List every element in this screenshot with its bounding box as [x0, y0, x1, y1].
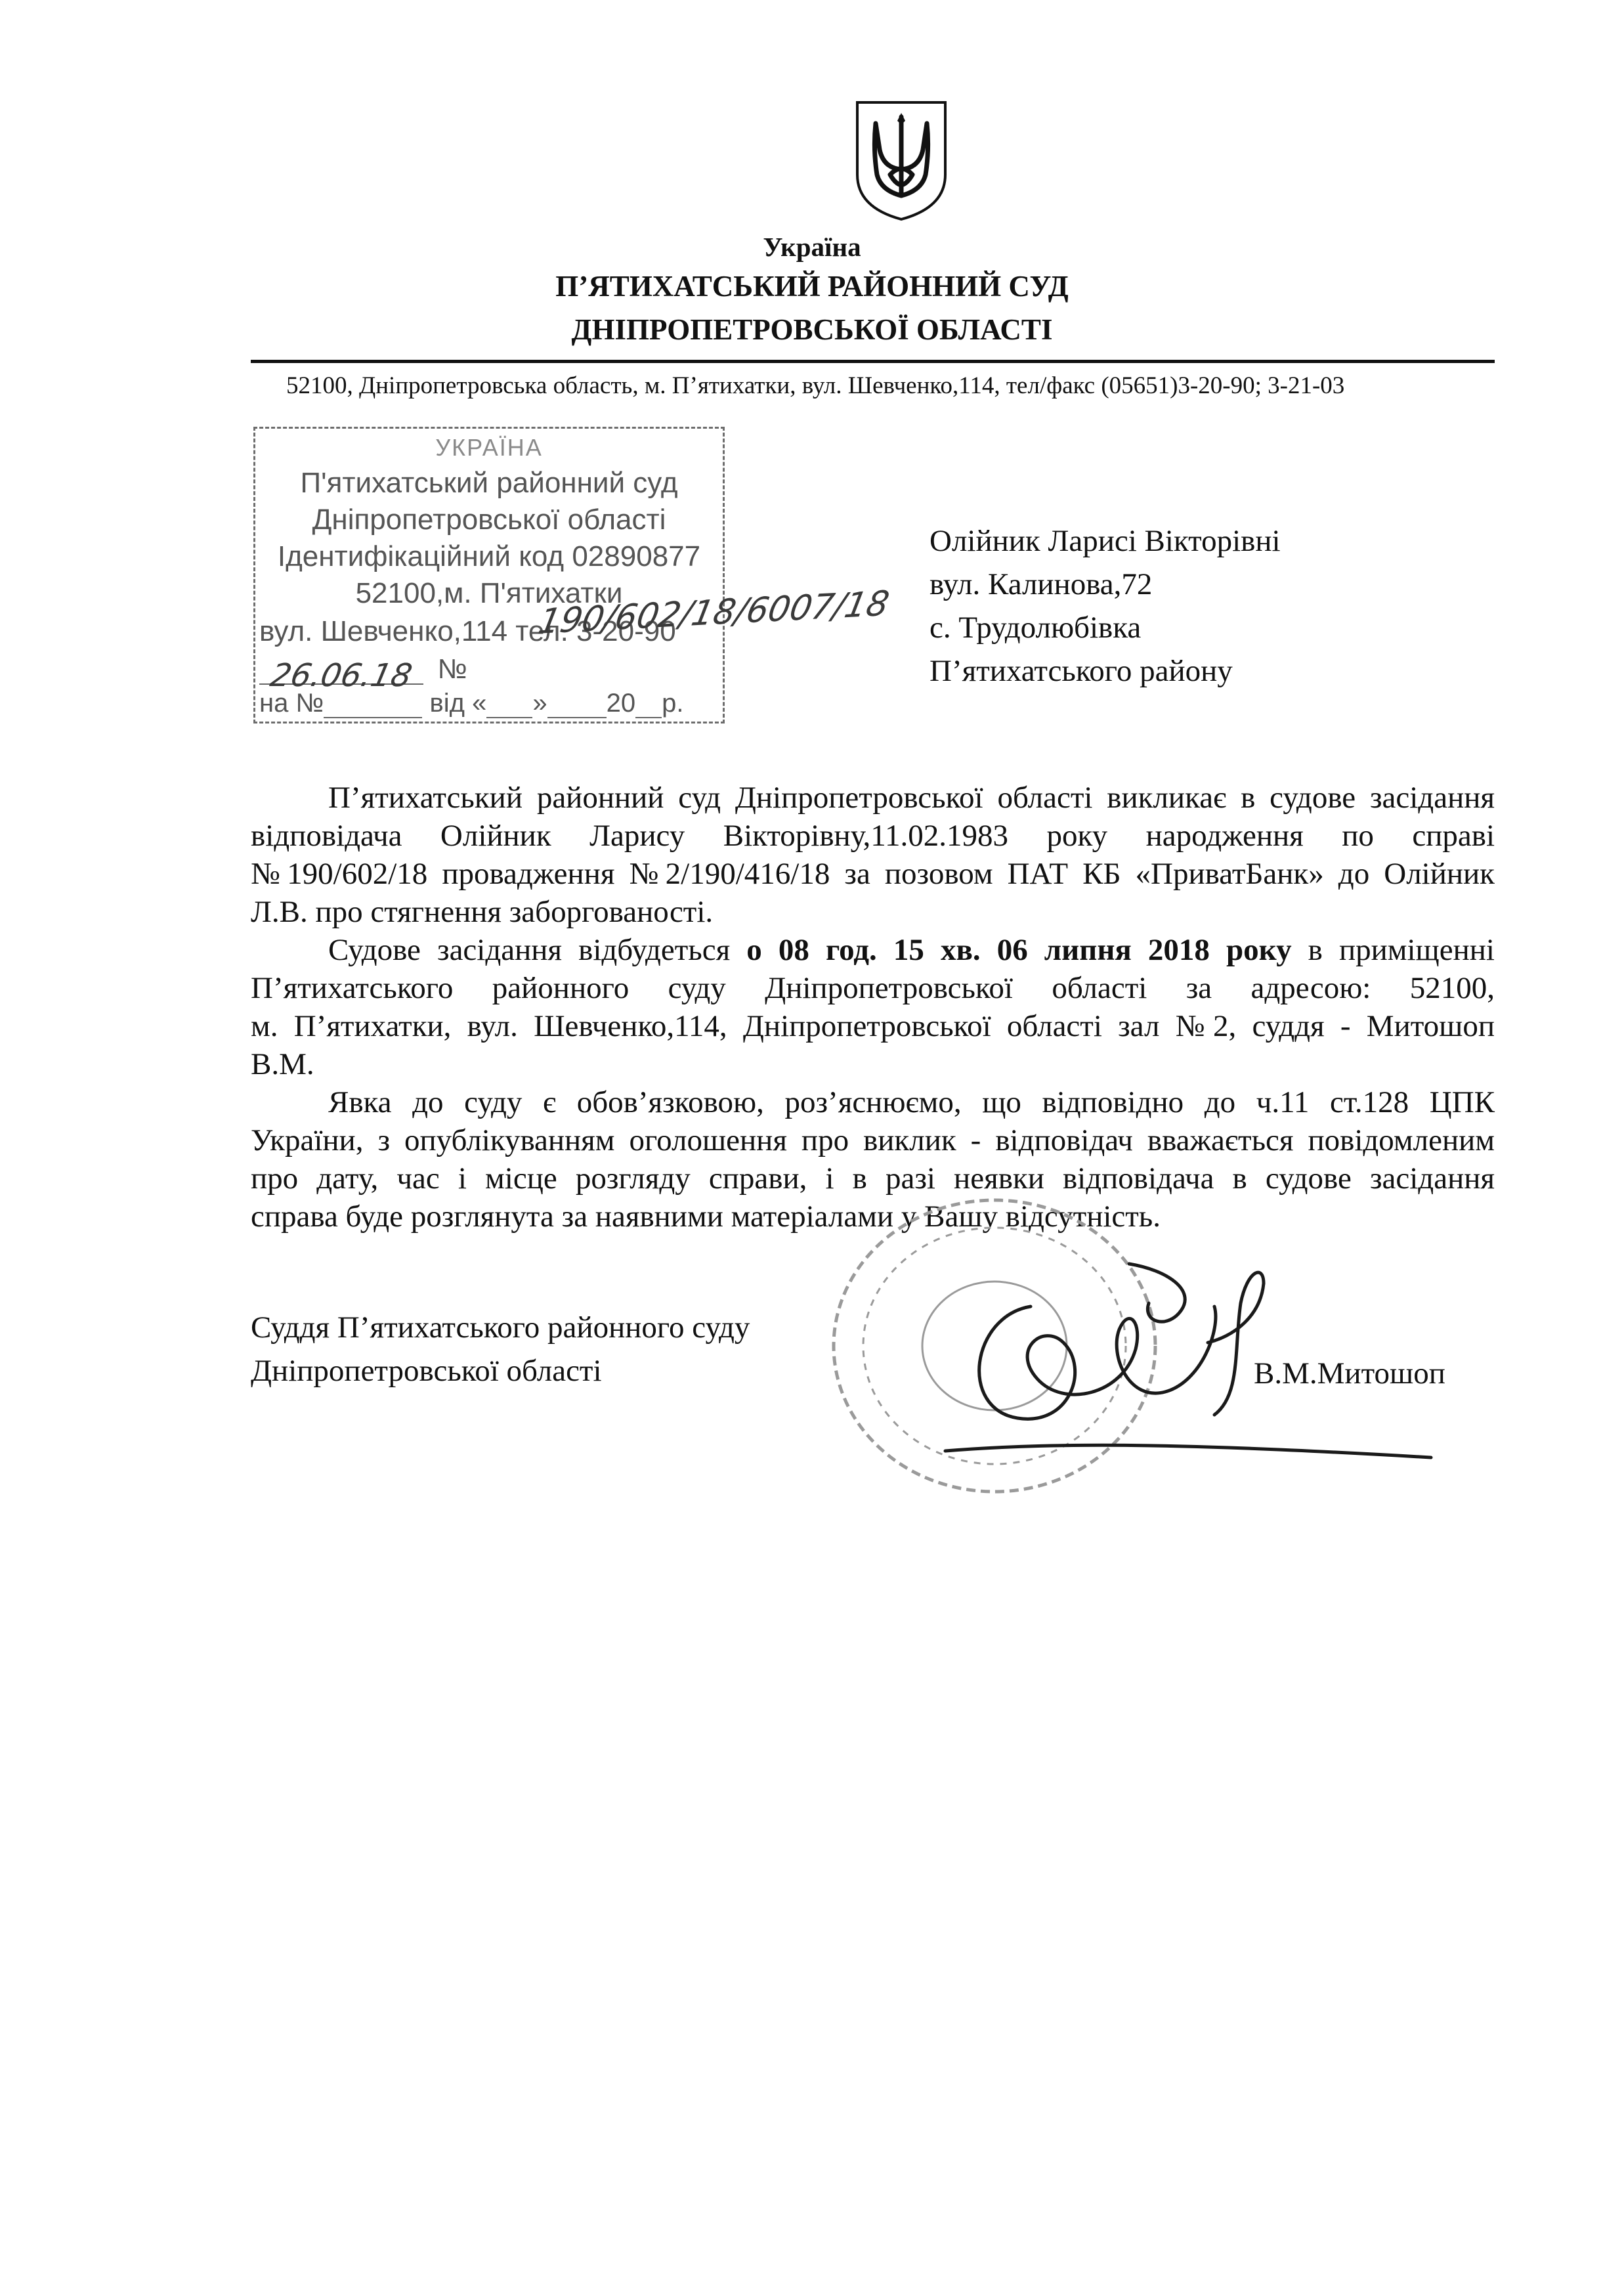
paragraph-line: справа буде розглянута за наявними матеріалами у Вашу відсутність.	[251, 1199, 1161, 1234]
stamp-reply-year-field	[635, 691, 662, 718]
header-region: ДНІПРОПЕТРОВСЬКОЇ ОБЛАСТІ	[571, 313, 1053, 346]
signature-title-line-2: Дніпропетровської області	[251, 1354, 602, 1388]
stamp-reply-row	[259, 689, 719, 719]
stamp-reply-number-field	[324, 691, 422, 718]
stamp-date-handwritten: 26.06.18	[267, 657, 416, 694]
paragraph-line: П’ятихатський районний суд Дніпропетровської області викликає в судове засідання	[328, 781, 1495, 815]
paragraph-line: В.М.	[251, 1047, 314, 1081]
stamp-line-street: вул. Шевченко,114 тел. 3-20-90	[259, 615, 676, 647]
paragraph-line	[251, 931, 1495, 969]
stamp-reply-day-field	[486, 691, 532, 718]
trident-coat-of-arms-icon	[851, 97, 952, 222]
paragraph-line: Л.В. про стягнення заборгованості.	[251, 895, 714, 929]
header-address-line: 52100, Дніпропетровська область, м. П’ятихатки, вул. Шевченко,114, тел/факс (05651)3-20-90; 3-21-03	[286, 372, 1345, 399]
addressee-name: Олійник Ларисі Вікторівні	[930, 524, 1281, 558]
summons-paragraph	[251, 779, 1495, 931]
stamp-reply-year: 20	[606, 689, 636, 718]
paragraph-line: про дату, час і місце розгляду справи, і в разі неявки відповідача в судове засідання	[251, 1161, 1495, 1196]
hearing-datetime: о 08 год. 15 хв. 06 липня 2018 року	[746, 933, 1292, 967]
addressee-village: с. Трудолюбівка	[930, 611, 1142, 645]
stamp-reply-month-field	[547, 691, 607, 718]
signature-title-line-1: Суддя П’ятихатського районного суду	[251, 1310, 750, 1345]
addressee-district: П’ятихатського району	[930, 654, 1233, 688]
paragraph-line: Явка до суду є обов’язковою, роз’яснюємо, що відповідно до ч.11 ст.128 ЦПК	[328, 1085, 1495, 1119]
stamp-number-sign: №	[437, 653, 467, 684]
stamp-line-id-code: Ідентифікаційний код 02890877	[277, 540, 701, 572]
hearing-text-before: Судове засідання відбудеться	[328, 933, 747, 967]
registration-stamp	[253, 427, 725, 723]
hearing-paragraph	[251, 931, 1495, 1083]
stamp-date-field	[259, 657, 423, 694]
stamp-line-country: УКРАЇНА	[435, 434, 543, 461]
addressee-street: вул. Калинова,72	[930, 567, 1153, 601]
judge-name: В.М.Митошоп	[1254, 1356, 1445, 1391]
stamp-line-city: 52100,м. П'ятихатки	[355, 577, 623, 609]
stamp-reply-from: від «	[429, 689, 487, 718]
paragraph-line: України, з опублікуванням оголошення про виклик - відповідач вважається повідомленим	[251, 1123, 1495, 1157]
hearing-text-after: в приміщенні	[1291, 933, 1495, 967]
paragraph-line: відповідача Олійник Ларису Вікторівну,11.02.1983 року народження по справі	[251, 819, 1495, 853]
stamp-reply-year-suffix: р.	[662, 689, 684, 718]
stamp-line-region: Дніпропетровської області	[312, 504, 666, 536]
stamp-registration-handwritten: 190/602/18/6007/18	[535, 584, 893, 642]
stamp-outgoing-row	[259, 653, 719, 694]
header-country: Україна	[763, 232, 861, 262]
paragraph-line: П’ятихатського районного суду Дніпропетровської області за адресою: 52100,	[251, 971, 1495, 1005]
paragraph-line: №190/602/18 провадження №2/190/416/18 за позовом ПАТ КБ «ПриватБанк» до Олійник	[251, 857, 1495, 891]
header-court-name: П’ЯТИХАТСЬКИЙ РАЙОННИЙ СУД	[555, 270, 1069, 303]
header-divider	[251, 360, 1495, 363]
stamp-reply-quote-close: »	[532, 689, 547, 718]
paragraph-line: м. П’ятихатки, вул. Шевченко,114, Дніпропетровської області зал №2, суддя - Митошоп	[251, 1009, 1495, 1043]
stamp-reply-prefix: на №	[259, 689, 324, 718]
stamp-line-court: П'ятихатський районний суд	[300, 467, 678, 499]
